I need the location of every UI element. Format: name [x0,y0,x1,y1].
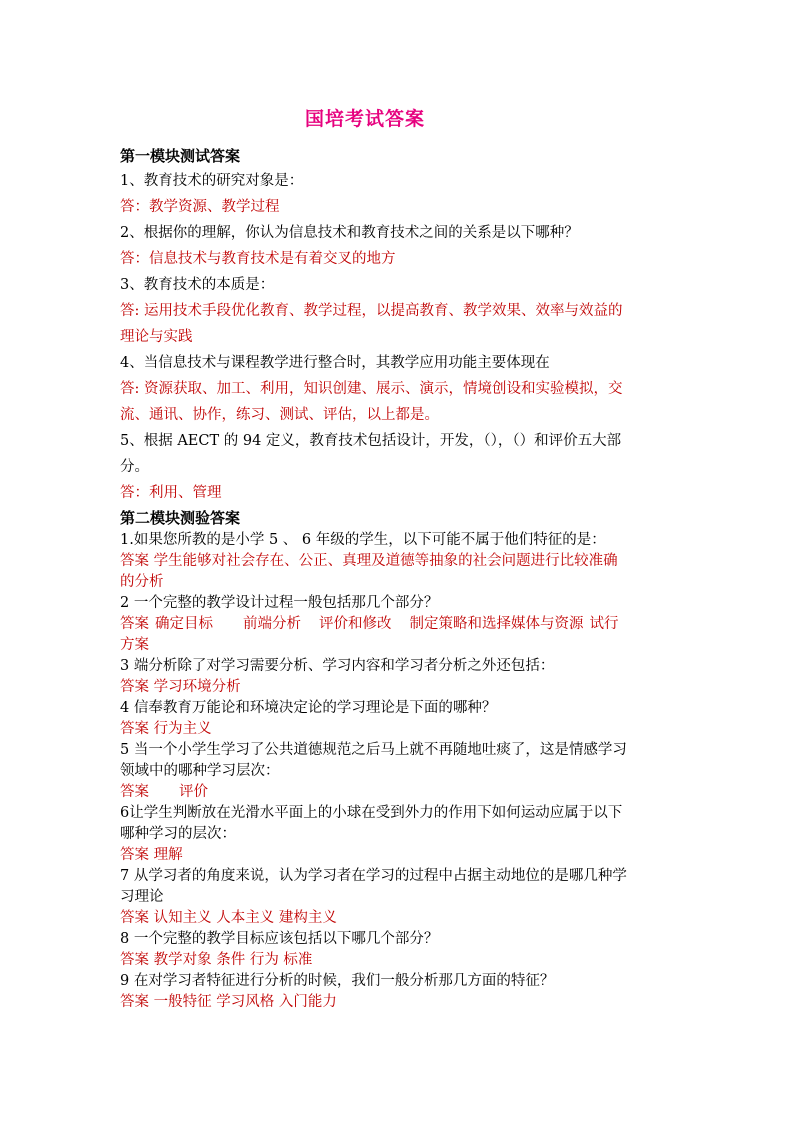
answer-label: 答案 [120,616,149,632]
answer-part: 试行 [589,616,619,632]
question-1: 1、教育技术的研究对象是： [120,173,304,189]
question-5-line-2: 分。 [120,459,149,475]
question-9: 9 在对学习者特征进行分析的时候，我们一般分析那几方面的特征？ [120,973,555,989]
answer-4-line-1: 答: 资源获取、加工、利用，知识创建、展示、演示，情境创设和实验模拟，交 [120,381,623,397]
question-3: 3 端分析除了对学习需要分析、学习内容和学习者分析之外还包括： [120,658,555,674]
answer-2: 答：信息技术与教育技术是有着交叉的地方 [120,251,396,267]
answer-part: 评价和修改 [319,616,392,632]
question-4: 4 信奉教育万能论和环境决定论的学习理论是下面的哪种？ [120,700,497,716]
answer-part: 确定目标 [155,616,213,632]
answer-4-line-2: 流、通讯、协作，练习、测试、评估，以上都是。 [120,407,439,423]
section-second-module [120,506,680,1013]
question-2: 2、根据你的理解，你认为信息技术和教育技术之间的关系是以下哪种？ [120,225,579,241]
document-body [120,144,680,1013]
answer-3-line-2: 理论与实践 [120,329,193,345]
section-first-module [120,144,680,506]
answer-3: 答案 学习环境分析 [120,679,241,695]
answer-5: 答：利用、管理 [120,485,222,501]
question-5-line-1: 5、根据 AECT 的 94 定义，教育技术包括设计，开发，（），（）和评价五大部 [120,433,622,449]
section-heading: 第一模块测试答案 [120,147,241,165]
section-heading: 第二模块测验答案 [120,509,241,527]
question-5-line-2: 领域中的哪种学习层次： [120,763,280,779]
answer-5 [120,782,680,803]
answer-part: 前端分析 [243,616,301,632]
question-1: 1.如果您所教的是小学 5 、 6 年级的学生，以下可能不属于他们特征的是： [120,532,606,548]
answer-4: 答案 行为主义 [120,721,212,737]
question-5-line-1: 5 当一个小学生学习了公共道德规范之后马上就不再随地吐痰了，这是情感学习 [120,742,627,758]
question-7-line-2: 习理论 [120,889,164,905]
answer-9: 答案 一般特征 学习风格 入门能力 [120,994,337,1010]
question-4: 4、当信息技术与课程教学进行整合时，其教学应用功能主要体现在 [120,355,550,371]
answer-1-line-2: 的分析 [120,574,164,590]
answer-2-line-1 [120,614,680,635]
question-6-line-2: 哪种学习的层次： [120,826,236,842]
answer-3-line-1: 答: 运用技术手段优化教育、教学过程，以提高教育、教学效果、效率与效益的 [120,303,623,319]
answer-7: 答案 认知主义 人本主义 建构主义 [120,910,337,926]
question-6-line-1: 6让学生判断放在光滑水平面上的小球在受到外力的作用下如何运动应属于以下 [120,805,623,821]
question-2: 2 一个完整的教学设计过程一般包括那几个部分？ [120,595,439,611]
answer-6: 答案 理解 [120,847,183,863]
answer-value: 评价 [179,784,208,800]
answer-1: 答：教学资源、教学过程 [120,199,280,215]
answer-part: 制定策略和选择媒体与资源 [409,616,584,632]
question-8: 8 一个完整的教学目标应该包括以下哪几个部分？ [120,931,439,947]
answer-label: 答案 [120,784,149,800]
document-title: 国培考试答案 [304,108,425,130]
answer-2-line-2: 方案 [120,637,149,653]
question-3: 3、教育技术的本质是： [120,277,275,293]
question-7-line-1: 7 从学习者的角度来说，认为学习者在学习的过程中占据主动地位的是哪几种学 [120,868,627,884]
answer-1-line-1: 答案 学生能够对社会存在、公正、真理及道德等抽象的社会问题进行比较准确 [120,553,618,569]
answer-8: 答案 教学对象 条件 行为 标准 [120,952,313,968]
